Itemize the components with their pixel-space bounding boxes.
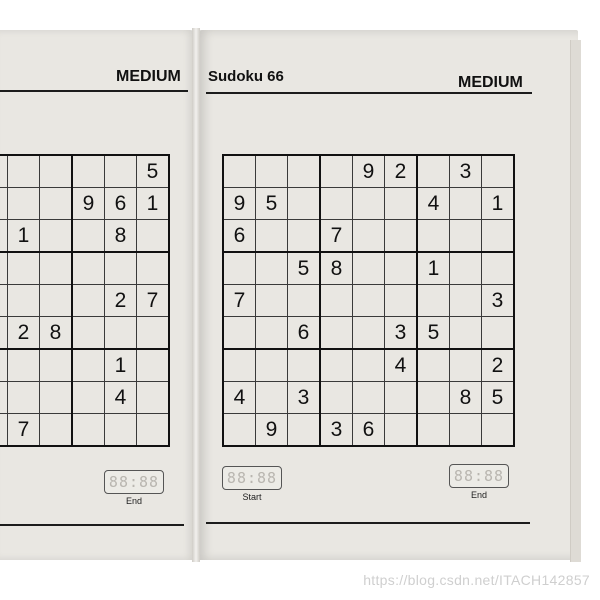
grid-cell xyxy=(105,252,137,285)
grid-cell xyxy=(450,220,482,253)
grid-cell xyxy=(320,285,353,317)
grid-cell xyxy=(450,349,482,382)
grid-row xyxy=(0,285,169,317)
grid-cell xyxy=(353,317,385,350)
grid-cell xyxy=(223,155,256,188)
grid-row xyxy=(0,252,169,285)
grid-cell xyxy=(353,285,385,317)
grid-cell: 8 xyxy=(320,252,353,285)
grid-cell xyxy=(450,317,482,350)
grid-cell xyxy=(385,188,418,220)
grid-cell xyxy=(223,252,256,285)
grid-row xyxy=(223,285,514,317)
grid-cell xyxy=(353,382,385,414)
grid-cell xyxy=(72,155,105,188)
grid-cell: 7 xyxy=(137,285,170,317)
right-header-rule xyxy=(206,92,532,94)
left-difficulty-label: MEDIUM xyxy=(116,68,181,85)
grid-cell xyxy=(353,220,385,253)
grid-cell xyxy=(72,382,105,414)
grid-cell: 7 xyxy=(223,285,256,317)
grid-cell xyxy=(385,382,418,414)
left-end-label: End xyxy=(125,496,142,506)
grid-cell xyxy=(0,349,8,382)
grid-cell: 4 xyxy=(385,349,418,382)
grid-cell xyxy=(320,155,353,188)
grid-cell: 6 xyxy=(223,220,256,253)
grid-cell xyxy=(417,285,450,317)
grid-cell: 1 xyxy=(417,252,450,285)
grid-cell xyxy=(288,220,321,253)
grid-cell xyxy=(320,317,353,350)
grid-cell xyxy=(320,382,353,414)
grid-cell: 1 xyxy=(137,188,170,220)
grid-row xyxy=(0,317,169,350)
right-difficulty-label: MEDIUM xyxy=(458,74,523,91)
grid-row xyxy=(223,252,514,285)
grid-cell xyxy=(72,414,105,447)
grid-cell xyxy=(8,285,40,317)
grid-cell xyxy=(256,317,288,350)
grid-cell xyxy=(40,188,73,220)
grid-cell xyxy=(320,188,353,220)
grid-cell xyxy=(0,414,8,447)
grid-cell xyxy=(256,285,288,317)
grid-cell xyxy=(417,220,450,253)
grid-cell: 9 xyxy=(353,155,385,188)
grid-row xyxy=(223,414,514,447)
grid-cell xyxy=(482,155,515,188)
grid-cell xyxy=(137,220,170,253)
left-header-rule xyxy=(0,90,188,92)
grid-cell xyxy=(353,252,385,285)
grid-cell xyxy=(0,317,8,350)
grid-cell xyxy=(8,382,40,414)
grid-cell xyxy=(40,349,73,382)
grid-row xyxy=(223,317,514,350)
grid-cell: 1 xyxy=(482,188,515,220)
grid-row xyxy=(0,414,169,447)
puzzle-title: Sudoku 66 xyxy=(208,68,284,85)
end-label: End xyxy=(470,490,487,500)
grid-cell xyxy=(417,414,450,447)
grid-cell xyxy=(482,252,515,285)
grid-cell xyxy=(450,285,482,317)
grid-cell xyxy=(72,252,105,285)
grid-cell: 5 xyxy=(256,188,288,220)
grid-cell: 5 xyxy=(288,252,321,285)
grid-cell: 8 xyxy=(40,317,73,350)
grid-cell xyxy=(8,188,40,220)
grid-cell xyxy=(450,188,482,220)
grid-cell xyxy=(385,414,418,447)
grid-cell xyxy=(288,155,321,188)
right-sudoku-grid xyxy=(222,154,515,447)
grid-cell: 8 xyxy=(105,220,137,253)
start-label: Start xyxy=(242,492,262,502)
grid-cell: 7 xyxy=(320,220,353,253)
grid-cell: 3 xyxy=(385,317,418,350)
grid-cell xyxy=(385,285,418,317)
grid-cell xyxy=(417,349,450,382)
end-timer: 88:88 xyxy=(449,464,509,488)
grid-cell xyxy=(385,220,418,253)
grid-cell xyxy=(40,220,73,253)
grid-cell: 4 xyxy=(105,382,137,414)
grid-cell xyxy=(256,382,288,414)
grid-cell: 7 xyxy=(8,414,40,447)
grid-cell: 9 xyxy=(72,188,105,220)
grid-cell: 9 xyxy=(256,414,288,447)
left-footer-rule xyxy=(0,524,184,526)
grid-cell xyxy=(482,317,515,350)
grid-cell: 2 xyxy=(385,155,418,188)
grid-cell xyxy=(40,252,73,285)
book-spine xyxy=(192,28,200,562)
grid-cell xyxy=(320,349,353,382)
grid-cell: 6 xyxy=(105,188,137,220)
grid-cell xyxy=(137,382,170,414)
grid-cell xyxy=(223,414,256,447)
grid-cell xyxy=(353,188,385,220)
grid-cell xyxy=(450,252,482,285)
grid-cell xyxy=(0,155,8,188)
grid-cell: 3 xyxy=(320,414,353,447)
grid-cell xyxy=(0,220,8,253)
grid-cell: 4 xyxy=(417,188,450,220)
grid-cell xyxy=(72,220,105,253)
grid-cell xyxy=(288,188,321,220)
grid-cell xyxy=(0,285,8,317)
start-timer: 88:88 xyxy=(222,466,282,490)
grid-cell xyxy=(72,317,105,350)
grid-cell: 3 xyxy=(288,382,321,414)
grid-cell: 6 xyxy=(288,317,321,350)
grid-row xyxy=(0,155,169,188)
grid-row xyxy=(223,155,514,188)
grid-cell xyxy=(450,414,482,447)
grid-cell xyxy=(137,414,170,447)
grid-cell xyxy=(288,285,321,317)
grid-cell xyxy=(137,317,170,350)
grid-cell xyxy=(288,349,321,382)
grid-row xyxy=(223,188,514,220)
grid-cell xyxy=(0,188,8,220)
grid-cell xyxy=(223,317,256,350)
grid-cell xyxy=(40,155,73,188)
grid-cell xyxy=(417,155,450,188)
grid-cell: 5 xyxy=(482,382,515,414)
grid-cell xyxy=(137,252,170,285)
grid-cell xyxy=(288,414,321,447)
grid-cell: 5 xyxy=(137,155,170,188)
grid-cell xyxy=(0,382,8,414)
grid-row xyxy=(0,349,169,382)
grid-cell xyxy=(137,349,170,382)
page-stack-edge xyxy=(570,40,581,562)
grid-cell xyxy=(72,349,105,382)
left-end-timer: 88:88 xyxy=(104,470,164,494)
grid-cell: 3 xyxy=(482,285,515,317)
grid-cell xyxy=(417,382,450,414)
grid-row xyxy=(0,188,169,220)
grid-cell xyxy=(0,252,8,285)
grid-cell: 8 xyxy=(450,382,482,414)
grid-cell: 1 xyxy=(105,349,137,382)
grid-cell xyxy=(40,285,73,317)
grid-cell: 6 xyxy=(353,414,385,447)
grid-cell: 9 xyxy=(223,188,256,220)
grid-cell: 4 xyxy=(223,382,256,414)
grid-cell xyxy=(256,252,288,285)
grid-cell xyxy=(8,155,40,188)
grid-cell xyxy=(8,252,40,285)
grid-cell: 1 xyxy=(8,220,40,253)
grid-cell xyxy=(482,220,515,253)
grid-cell: 3 xyxy=(450,155,482,188)
grid-cell xyxy=(105,414,137,447)
grid-cell xyxy=(223,349,256,382)
grid-cell xyxy=(40,382,73,414)
grid-cell xyxy=(105,317,137,350)
grid-cell xyxy=(482,414,515,447)
grid-cell xyxy=(8,349,40,382)
grid-cell: 2 xyxy=(482,349,515,382)
grid-cell xyxy=(256,155,288,188)
grid-row xyxy=(0,220,169,253)
grid-row xyxy=(0,382,169,414)
grid-cell: 5 xyxy=(417,317,450,350)
right-footer-rule xyxy=(206,522,530,524)
grid-cell: 2 xyxy=(105,285,137,317)
left-sudoku-grid xyxy=(0,154,170,447)
grid-cell xyxy=(40,414,73,447)
grid-cell xyxy=(105,155,137,188)
grid-row xyxy=(223,220,514,253)
grid-cell: 2 xyxy=(8,317,40,350)
grid-cell xyxy=(256,220,288,253)
grid-cell xyxy=(256,349,288,382)
grid-cell xyxy=(353,349,385,382)
grid-row xyxy=(223,349,514,382)
watermark-url: https://blog.csdn.net/ITACH142857 xyxy=(363,572,590,588)
grid-cell xyxy=(385,252,418,285)
grid-row xyxy=(223,382,514,414)
grid-cell xyxy=(72,285,105,317)
